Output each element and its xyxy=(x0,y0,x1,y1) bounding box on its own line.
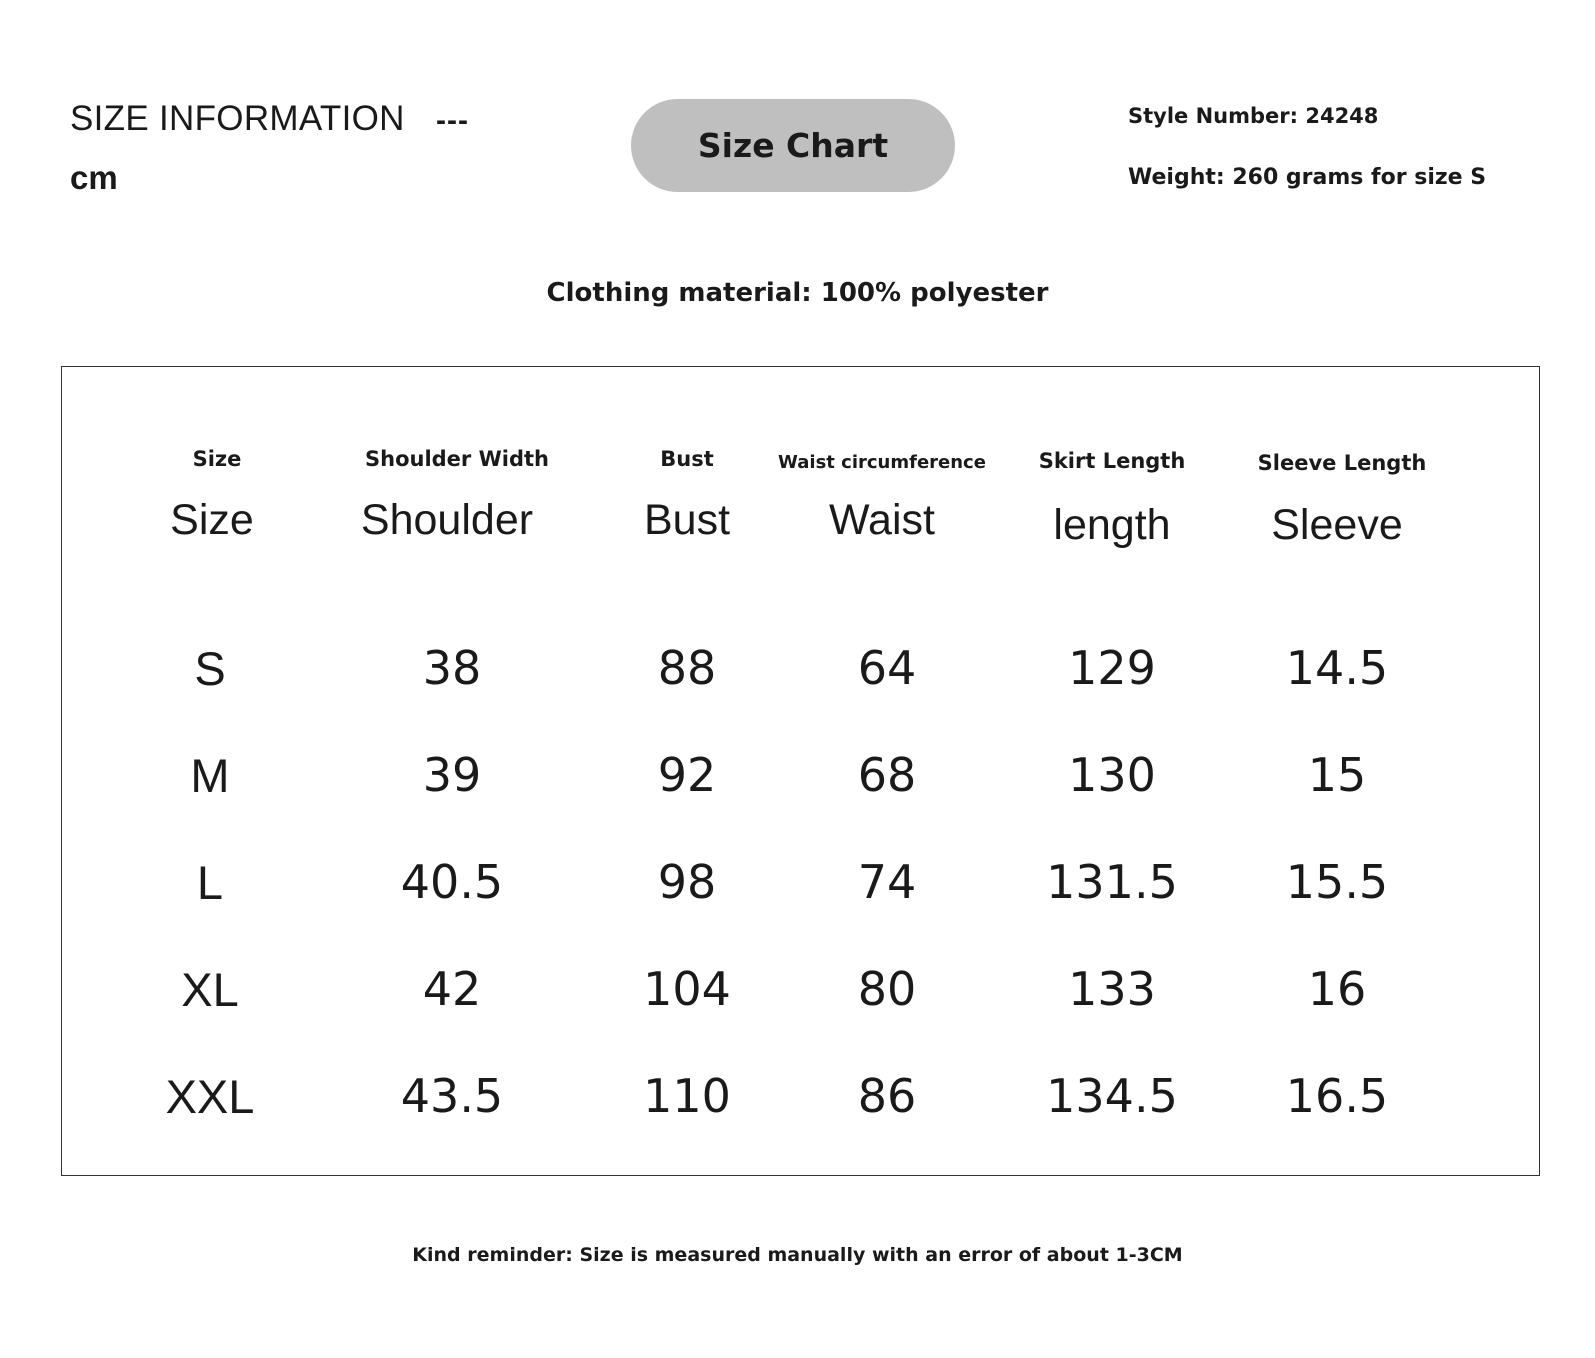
column-subheader-bust: Bust xyxy=(643,496,731,544)
cell-size: XXL xyxy=(165,1070,255,1123)
weight-info: Weight: 260 grams for size S xyxy=(1128,165,1487,190)
title-dash: --- xyxy=(436,104,469,137)
unit-label: cm xyxy=(70,159,118,196)
column-header-waist-circumference: Waist circumference xyxy=(778,452,986,473)
cell-bust: 98 xyxy=(657,855,717,909)
cell-shoulder: 39 xyxy=(422,748,482,802)
cell-waist: 86 xyxy=(857,1069,917,1123)
column-header-sleeve-length: Sleeve Length xyxy=(1257,451,1427,475)
clothing-material: Clothing material: 100% polyester xyxy=(546,278,1049,308)
cell-waist: 64 xyxy=(857,641,917,695)
size-chart-badge: Size Chart xyxy=(631,99,955,192)
cell-sleeve: 16.5 xyxy=(1285,1069,1389,1123)
column-subheader-sleeve: Sleeve xyxy=(1271,501,1403,549)
cell-shoulder: 38 xyxy=(422,641,482,695)
cell-bust: 92 xyxy=(657,748,717,802)
cell-sleeve: 15.5 xyxy=(1285,855,1389,909)
cell-length: 133 xyxy=(1068,962,1156,1016)
cell-size: M xyxy=(190,749,230,802)
cell-length: 129 xyxy=(1068,641,1156,695)
cell-bust: 104 xyxy=(643,962,731,1016)
cell-shoulder: 40.5 xyxy=(400,855,504,909)
cell-size: L xyxy=(196,856,224,909)
cell-sleeve: 14.5 xyxy=(1285,641,1389,695)
column-subheader-waist: Waist xyxy=(829,496,935,544)
column-header-size: Size xyxy=(192,447,242,471)
cell-bust: 88 xyxy=(657,641,717,695)
size-information-title: SIZE INFORMATION xyxy=(70,99,405,138)
cell-waist: 80 xyxy=(857,962,917,1016)
size-table xyxy=(61,366,1540,1176)
cell-shoulder: 42 xyxy=(422,962,482,1016)
column-subheader-length: length xyxy=(1053,501,1171,549)
cell-size: S xyxy=(194,642,226,695)
column-subheader-shoulder: Shoulder xyxy=(360,496,534,544)
cell-sleeve: 15 xyxy=(1307,748,1367,802)
cell-length: 134.5 xyxy=(1046,1069,1178,1123)
column-subheader-size: Size xyxy=(170,496,254,544)
style-number: Style Number: 24248 xyxy=(1128,104,1379,128)
cell-waist: 68 xyxy=(857,748,917,802)
column-header-skirt-length: Skirt Length xyxy=(1038,449,1186,473)
measurement-reminder: Kind reminder: Size is measured manually with an error of about 1-3CM xyxy=(412,1244,1183,1266)
cell-shoulder: 43.5 xyxy=(400,1069,504,1123)
column-header-shoulder-width: Shoulder Width xyxy=(365,447,549,471)
cell-bust: 110 xyxy=(643,1069,731,1123)
cell-size: XL xyxy=(181,963,239,1016)
cell-sleeve: 16 xyxy=(1307,962,1367,1016)
cell-waist: 74 xyxy=(857,855,917,909)
cell-length: 131.5 xyxy=(1046,855,1178,909)
column-header-bust: Bust xyxy=(660,447,714,471)
cell-length: 130 xyxy=(1068,748,1156,802)
